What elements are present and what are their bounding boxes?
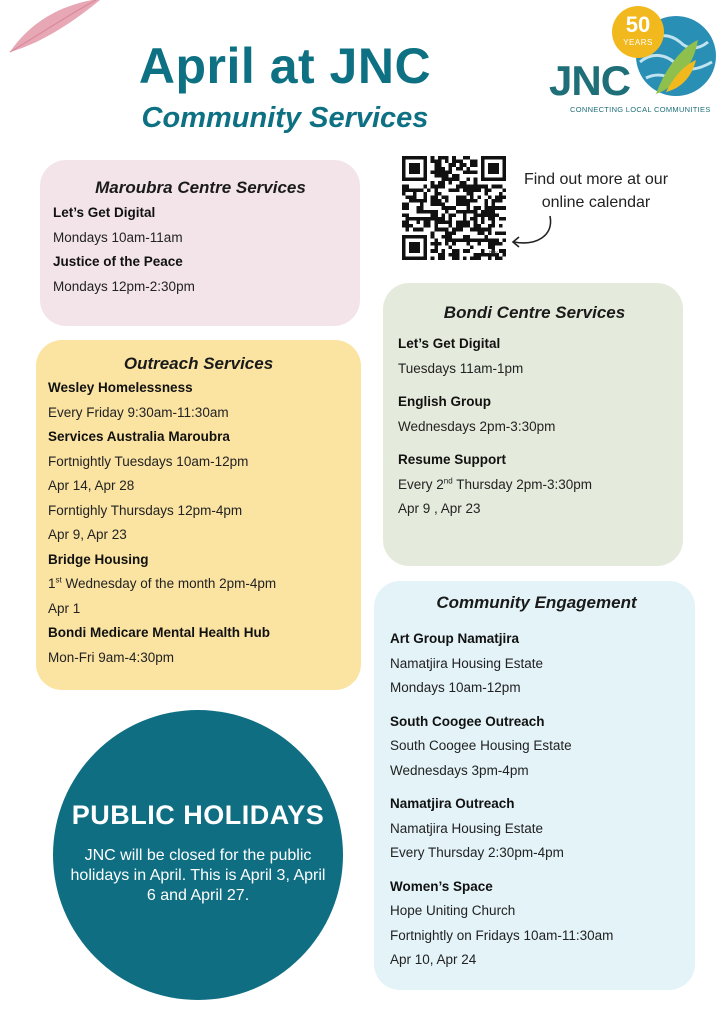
service-name: Namatjira Outreach	[390, 796, 515, 811]
service-dates: Apr 9, Apr 23	[48, 527, 127, 542]
service-time: Fortnightly on Fridays 10am-11:30am	[390, 927, 614, 943]
community-engagement-card	[374, 581, 695, 990]
qr-code-icon[interactable]	[402, 156, 506, 260]
ordinal-number: 1	[48, 576, 56, 591]
holidays-title: PUBLIC HOLIDAYS	[71, 800, 325, 830]
service-time: Wednesdays 2pm-3:30pm	[398, 418, 556, 434]
badge-word: YEARS	[623, 38, 653, 47]
service-time: Mondays 10am-11am	[53, 229, 183, 245]
service-name: English Group	[398, 394, 491, 409]
service-name: Justice of the Peace	[53, 254, 183, 269]
card-title: Community Engagement	[436, 593, 637, 612]
ordinal-suffix: nd	[443, 476, 453, 485]
logo-tagline: CONNECTING LOCAL COMMUNITIES	[570, 105, 711, 114]
service-time: Wednesdays 3pm-4pm	[390, 762, 529, 778]
service-name: Art Group Namatjira	[390, 631, 520, 646]
service-location: South Coogee Housing Estate	[390, 738, 572, 753]
card-title: Maroubra Centre Services	[95, 178, 306, 197]
service-dates: Apr 9 , Apr 23	[398, 501, 481, 516]
service-name: Wesley Homelessness	[48, 380, 193, 395]
service-time: Mondays 10am-12pm	[390, 680, 521, 695]
holidays-text: JNC will be closed for the public holidays in April. This is April 3, April 6 and April 27.	[70, 847, 326, 904]
logo-wordmark: JNC	[549, 57, 631, 104]
bondi-services-card	[383, 283, 683, 566]
qr-caption: Find out more at our online calendar	[523, 171, 669, 211]
service-name: Services Australia Maroubra	[48, 429, 230, 444]
service-location: Hope Uniting Church	[390, 903, 516, 918]
service-name: Bridge Housing	[48, 551, 149, 567]
service-name: Let’s Get Digital	[398, 336, 501, 351]
service-name: Resume Support	[398, 452, 507, 467]
card-title: Bondi Centre Services	[443, 303, 626, 322]
service-name: Bondi Medicare Mental Health Hub	[48, 625, 271, 640]
anniversary-badge	[612, 6, 664, 58]
service-time: Every Friday 9:30am-11:30am	[48, 404, 229, 420]
service-name: South Coogee Outreach	[390, 713, 545, 729]
public-holidays-circle	[53, 710, 343, 1000]
page-subtitle: Community Services	[141, 102, 429, 134]
service-time	[48, 572, 349, 597]
qr-brand-mark: billy	[489, 250, 498, 256]
service-time: Fortnightly Tuesdays 10am-12pm	[48, 453, 249, 469]
service-location: Namatjira Housing Estate	[390, 655, 544, 671]
service-time: Mon-Fri 9am-4:30pm	[48, 649, 175, 665]
service-time-text: Wednesday of the month 2pm-4pm	[61, 576, 277, 591]
ordinal-suffix: st	[55, 575, 62, 585]
service-time-text: Every 2	[398, 476, 444, 492]
leaf-decoration-icon	[0, 0, 100, 60]
service-time: Tuesdays 11am-1pm	[398, 360, 524, 376]
page-title: April at JNC	[138, 38, 432, 94]
service-dates: Apr 10, Apr 24	[390, 952, 477, 967]
service-dates: Apr 1	[48, 600, 81, 616]
service-time-text: Thursday 2pm-3:30pm	[452, 476, 593, 492]
maroubra-services-card	[40, 160, 360, 326]
outreach-services-card	[36, 340, 361, 690]
service-time: Every Thursday 2:30pm-4pm	[390, 845, 564, 860]
service-dates: Apr 14, Apr 28	[48, 478, 135, 493]
badge-number: 50	[625, 12, 651, 37]
service-time: Mondays 12pm-2:30pm	[53, 278, 195, 294]
card-title: Outreach Services	[123, 354, 274, 373]
service-name: Let’s Get Digital	[53, 205, 156, 220]
curved-arrow-icon	[506, 214, 554, 250]
service-time: Forntighly Thursdays 12pm-4pm	[48, 502, 243, 518]
service-name: Women’s Space	[390, 878, 493, 894]
service-time	[398, 473, 671, 498]
service-location: Namatjira Housing Estate	[390, 820, 544, 836]
